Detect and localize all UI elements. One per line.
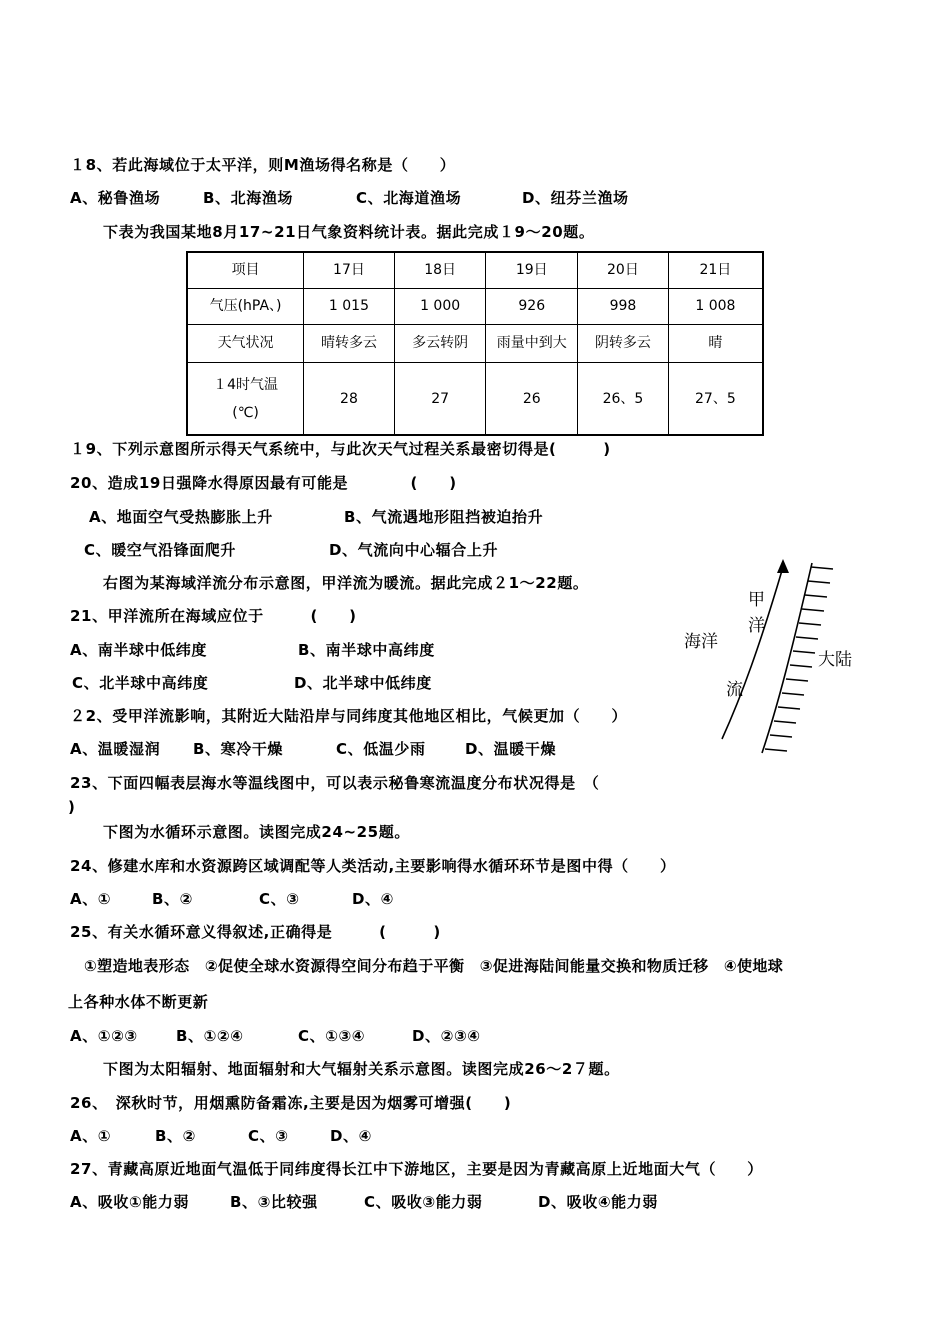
q25-option-c: C、①③④ [298, 1027, 366, 1045]
q21-option-a: A、南半球中低纬度 [70, 641, 208, 659]
intro-24-25: 下图为水循环示意图。读图完成24~25题。 [103, 823, 410, 841]
table-cell: 926 [486, 288, 578, 324]
q21-option-c: C、北半球中高纬度 [72, 674, 209, 692]
q27-option-a: A、吸收①能力弱 [70, 1193, 190, 1211]
q19-stem: １9、下列示意图所示得天气系统中，与此次天气过程关系最密切得是( ) [70, 440, 611, 458]
table-cell: 27、5 [668, 363, 763, 435]
q26-stem: 26、 深秋时节，用烟熏防备霜冻,主要是因为烟雾可增强( ) [70, 1094, 512, 1112]
table-header-cell: 项目 [187, 252, 304, 288]
table-cell: 26 [486, 363, 578, 435]
coastline [762, 563, 812, 753]
intro-26-27: 下图为太阳辐射、地面辐射和大气辐射关系示意图。读图完成26～2７题。 [103, 1060, 620, 1078]
table-cell: 晴转多云 [304, 324, 395, 362]
q26-option-d: D、④ [330, 1127, 372, 1145]
q26-option-c: C、③ [248, 1127, 289, 1145]
q18-option-c: C、北海道渔场 [356, 189, 462, 207]
table-cell: 1 015 [304, 288, 395, 324]
q20-option-c: C、暖空气沿锋面爬升 [84, 541, 237, 559]
table-cell [187, 363, 304, 435]
table-cell: 阴转多云 [578, 324, 669, 362]
q18-stem: １8、若此海域位于太平洋，则M渔场得名称是（ ） [70, 156, 456, 174]
q24-option-b: B、② [152, 890, 193, 908]
q27-option-c: C、吸收③能力弱 [364, 1193, 483, 1211]
table-cell: 27 [394, 363, 486, 435]
label-yang: 洋 [748, 616, 765, 636]
table-row-weather [187, 324, 763, 362]
q26-option-a: A、① [70, 1127, 112, 1145]
table-cell: 晴 [668, 324, 763, 362]
q22-option-d: D、温暖干燥 [465, 740, 557, 758]
q24-option-c: C、③ [259, 890, 300, 908]
table-row-temperature [187, 363, 763, 435]
table-cell: 1 000 [394, 288, 486, 324]
table-header-cell: 18日 [394, 252, 486, 288]
q18-option-d: D、纽芬兰渔场 [522, 189, 629, 207]
table-cell: 26、5 [578, 363, 669, 435]
table-header-cell: 21日 [668, 252, 763, 288]
q27-stem: 27、青藏高原近地面气温低于同纬度得长江中下游地区，主要是因为青藏高原上近地面大气（ ） [70, 1160, 763, 1178]
q25-option-b: B、①②④ [176, 1027, 244, 1045]
q25-option-d: D、②③④ [412, 1027, 481, 1045]
q18-option-a: A、秘鲁渔场 [70, 189, 161, 207]
temp-label-line2: (℃) [232, 404, 259, 421]
q27-option-b: B、③比较强 [230, 1193, 318, 1211]
table-cell: 998 [578, 288, 669, 324]
q22-option-a: A、温暖湿润 [70, 740, 161, 758]
label-haiyang: 海洋 [684, 632, 718, 652]
q20-option-b: B、气流遇地形阻挡被迫抬升 [344, 508, 544, 526]
q23-stem: 23、下面四幅表层海水等温线图中，可以表示秘鲁寒流温度分布状况得是 （ [70, 774, 600, 792]
q20-stem: 20、造成19日强降水得原因最有可能是 ( ) [70, 474, 457, 492]
q21-option-d: D、北半球中低纬度 [294, 674, 432, 692]
q24-stem: 24、修建水库和水资源跨区域调配等人类活动,主要影响得水循环环节是图中得（ ） [70, 857, 676, 875]
ocean-current-figure [680, 555, 880, 765]
label-jia: 甲 [748, 590, 765, 610]
q22-stem: ２2、受甲洋流影响，其附近大陆沿岸与同纬度其他地区相比，气候更加（ ） [70, 707, 628, 725]
temp-label-line1: １4时气温 [213, 376, 279, 393]
q22-option-c: C、低温少雨 [336, 740, 426, 758]
q18-option-b: B、北海渔场 [203, 189, 294, 207]
q21-stem: 21、甲洋流所在海域应位于 ( ) [70, 607, 357, 625]
intro-21-22: 右图为某海域洋流分布示意图，甲洋流为暖流。据此完成２1～22题。 [103, 574, 589, 592]
table-row-pressure [187, 288, 763, 324]
table-cell: 28 [304, 363, 395, 435]
q22-option-b: B、寒冷干燥 [193, 740, 284, 758]
weather-data-table [186, 251, 764, 436]
q25-statements: ①塑造地表形态 ②促使全球水资源得空间分布趋于平衡 ③促进海陆间能量交换和物质迁移 ④使地球 [84, 957, 784, 975]
table-cell: 雨量中到大 [486, 324, 578, 362]
table-header-cell: 20日 [578, 252, 669, 288]
label-liu: 流 [726, 680, 743, 700]
table-header-cell: 17日 [304, 252, 395, 288]
intro-19-20: 下表为我国某地8月17~21日气象资料统计表。据此完成１9～20题。 [103, 223, 595, 241]
table-cell: 天气状况 [187, 324, 304, 362]
q25-option-a: A、①②③ [70, 1027, 138, 1045]
q21-option-b: B、南半球中高纬度 [298, 641, 435, 659]
label-dalu: 大陆 [818, 650, 852, 670]
table-header-cell: 19日 [486, 252, 578, 288]
q27-option-d: D、吸收④能力弱 [538, 1193, 658, 1211]
table-cell: 1 008 [668, 288, 763, 324]
table-header-row [187, 252, 763, 288]
table-cell: 气压(hPA、) [187, 288, 304, 324]
q24-option-d: D、④ [352, 890, 394, 908]
q25-stem: 25、有关水循环意义得叙述,正确得是 ( ) [70, 923, 441, 941]
q25-statements-cont: 上各种水体不断更新 [68, 993, 209, 1011]
q26-option-b: B、② [155, 1127, 196, 1145]
q23-stem-cont: ) [68, 798, 76, 816]
table-cell: 多云转阴 [394, 324, 486, 362]
current-arrow-head [777, 559, 789, 573]
q20-option-a: A、地面空气受热膨胀上升 [89, 508, 273, 526]
q24-option-a: A、① [70, 890, 112, 908]
q20-option-d: D、气流向中心辐合上升 [329, 541, 499, 559]
